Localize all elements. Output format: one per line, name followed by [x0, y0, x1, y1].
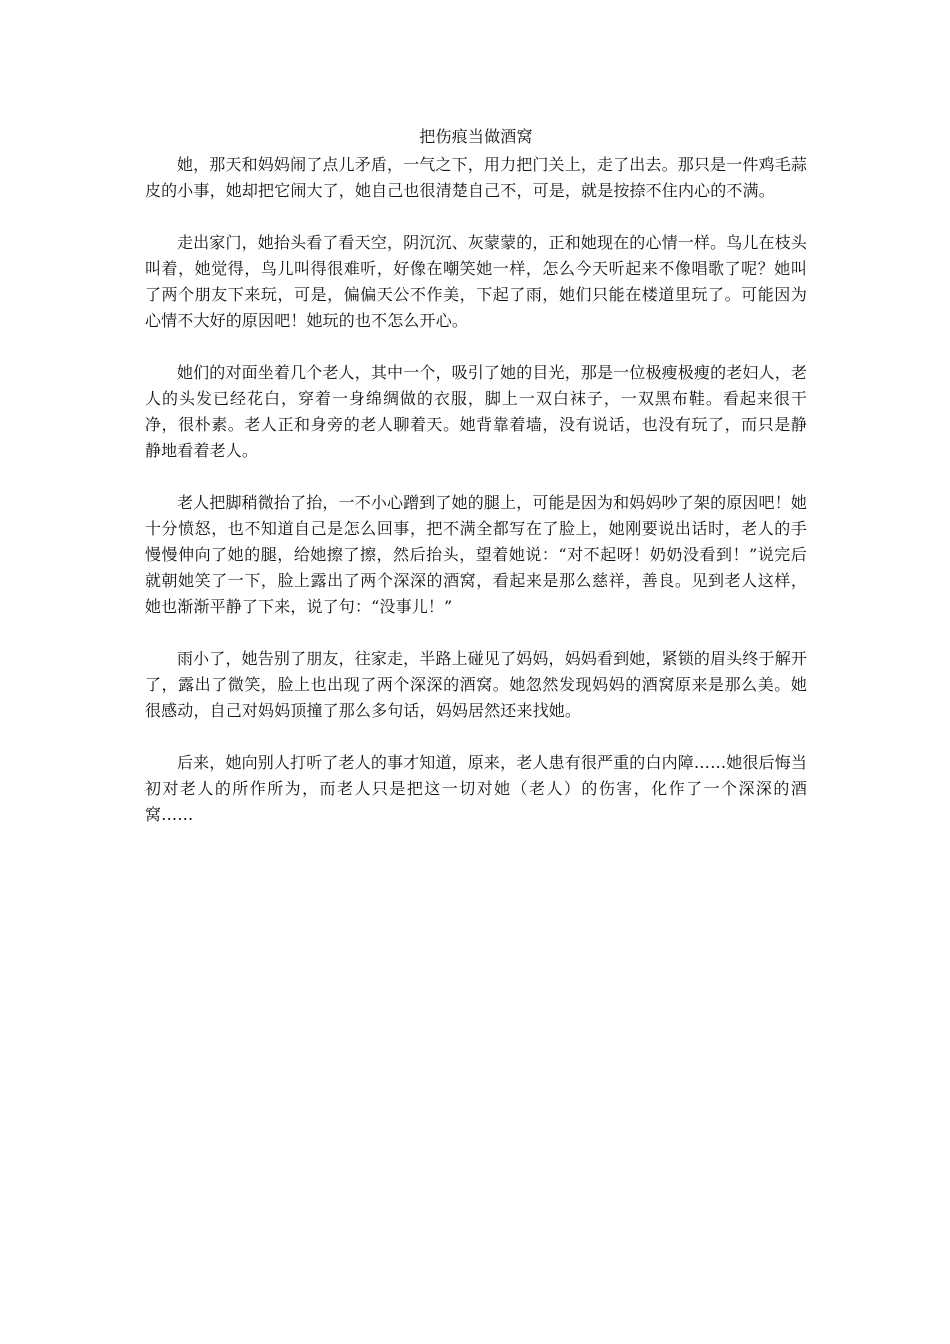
- paragraph-1: 她，那天和妈妈闹了点儿矛盾，一气之下，用力把门关上，走了出去。那只是一件鸡毛蒜皮的小事，她却把它闹大了，她自己也很清楚自己不，可是，就是按捺不住内心的不满。: [145, 155, 807, 200]
- paragraph-gap: [145, 334, 807, 360]
- paragraph-2: 走出家门，她抬头看了看天空，阴沉沉、灰蒙蒙的，正和她现在的心情一样。鸟儿在枝头叫着，她觉得，鸟儿叫得很难听，好像在嘲笑她一样，怎么今天听起来不像唱歌了呢？她叫了两个朋友下来玩，可是，偏偏天公不作美，下起了雨，她们只能在楼道里玩了。可能因为心情不大好的原因吧！她玩的也不怎么开心。: [145, 233, 807, 330]
- paragraph-5: 雨小了，她告别了朋友，往家走，半路上碰见了妈妈，妈妈看到她，紧锁的眉头终于解开了，露出了微笑，脸上也出现了两个深深的酒窝。她忽然发现妈妈的酒窝原来是那么美。她很感动，自己对妈妈顶撞了那么多句话，妈妈居然还来找她。: [145, 649, 807, 720]
- paragraph-gap: [145, 724, 807, 750]
- paragraph-gap: [145, 204, 807, 230]
- paragraph-4: 老人把脚稍微抬了抬，一不小心蹭到了她的腿上，可能是因为和妈妈吵了架的原因吧！她十分愤怒，也不知道自己是怎么回事，把不满全都写在了脸上，她刚要说出话时，老人的手慢慢伸向了她的腿，给她擦了擦，然后抬头，望着她说：“对不起呀！奶奶没看到！”说完后就朝她笑了一下，脸上露出了两个深深的酒窝，看起来是那么慈祥，善良。见到老人这样，她也渐渐平静了下来，说了句：“没事儿！”: [145, 493, 807, 616]
- paragraph-3: 她们的对面坐着几个老人，其中一个，吸引了她的目光，那是一位极瘦极瘦的老妇人，老人的头发已经花白，穿着一身绵绸做的衣服，脚上一双白袜子，一双黑布鞋。看起来很干净，很朴素。老人正和身旁的老人聊着天。她背靠着墙，没有说话，也没有玩了，而只是静静地看着老人。: [145, 363, 807, 460]
- paragraph-6: 后来，她向别人打听了老人的事才知道，原来，老人患有很严重的白内障……她很后悔当初对老人的所作所为，而老人只是把这一切对她（老人）的伤害，化作了一个深深的酒窝……: [145, 753, 807, 824]
- paragraph-gap: [145, 620, 807, 646]
- document-title: 把伤痕当做酒窝: [419, 127, 533, 146]
- document-page: [145, 124, 807, 828]
- paragraph-gap: [145, 464, 807, 490]
